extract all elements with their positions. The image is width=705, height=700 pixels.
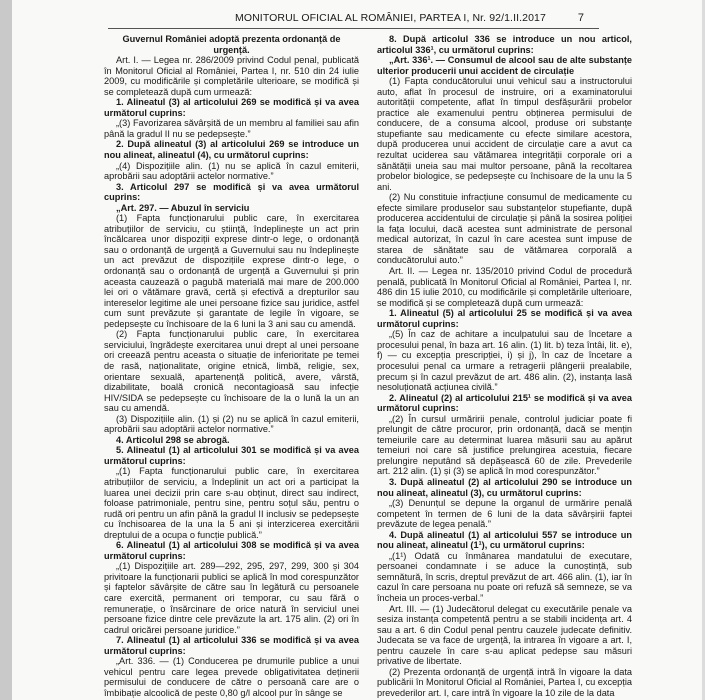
paragraph: (1) Fapta funcționarului public care, în exercitarea atribuțiilor de serviciu, cu știință, îndeplinește un act prin încălcarea unor dispoziții exprese dintr-o lege, o ordonanță sau o ordonanță de urgență a Guvernului sau nu îndeplinește un act prevăzut de dispozițiile exprese dintr-o lege, o ordonanță sau o ordonanță de urgență a Guvernului și prin aceasta cauzează o pagubă materială mai mare de 200.000 lei ori o vătămare gravă, certă și efectivă a drepturilor sau intereselor legitime ale unei persoane fizice sau juridice, astfel cum sunt prevăzute și garantate de legile în vigoare, se pedepsește cu închisoare de la 6 luni la 3 ani sau cu amendă. — [104, 213, 359, 329]
paragraph: „Art. 336¹. — Consumul de alcool sau de alte substanțe ulterior producerii unui accident de circulație — [377, 55, 632, 76]
right-column — [377, 34, 632, 698]
paragraph: (1) Fapta conducătorului unui vehicul sau a instructorului auto, aflat în procesul de instruire, ori a examinatorului autorității competente, aflat în timpul desfășurării probelor practice ale examenului pentru obținerea permisului de conducere, de a consuma alcool, produse ori substanțe stupefiante sau medicamente cu efecte similare acestora, după producerea unui accident de circulație care a avut ca rezultat uciderea sau vătămarea integrității corporale ori a sănătății uneia sau mai multor persoane, până la recoltarea probelor biologice, se pedepsește cu închisoare de la unu la 5 ani. — [377, 76, 632, 192]
left-column — [104, 34, 359, 698]
paragraph: (2) Prezenta ordonanță de urgență intră în vigoare la data publicării în Monitorul Oficial al României, Partea I, cu excepția prevederilor art. I, care intră în vigoare la 10 zile de la data — [377, 666, 632, 698]
paragraph: 3. Articolul 297 se modifică și va avea următorul cuprins: — [104, 181, 359, 203]
page-number: 7 — [577, 12, 584, 24]
paragraph: 1. Alineatul (3) al articolului 269 se modifică și va avea următorul cuprins: — [104, 97, 359, 118]
paragraph: 4. Articolul 298 se abrogă. — [116, 434, 230, 445]
page-fold-shadow — [0, 0, 12, 700]
paragraph: Guvernul României adoptă prezenta ordonanță de urgență. — [122, 34, 341, 55]
paragraph: 7. Alineatul (1) al articolului 336 se modifică și va avea următorul cuprins: — [104, 635, 359, 656]
paragraph: „(1) Dispozițiile art. 289—292, 295, 297, 299, 300 și 304 privitoare la funcționarii publici se aplică în mod corespunzător și faptelor săvârșite de către sau în legătură cu persoanele care exercită, permanent ori temporar, cu sau fără o remunerație, o însărcinare de orice natură în serviciul unei persoane fizice dintre cele prevăzute la art. 175 alin. (2) ori în cadrul oricărei persoane juridice.” — [104, 561, 359, 635]
paragraph: 4. După alineatul (1) al articolului 557 se introduce un nou alineat, alineatul (1¹), cu următorul cuprins: — [377, 529, 632, 551]
paragraph: (3) Dispozițiile alin. (1) și (2) nu se aplică în cazul emiterii, aprobării sau adoptării actelor normative.” — [104, 413, 359, 435]
paragraph: „Art. 297. — Abuzul în serviciu — [116, 202, 250, 213]
paragraph: 6. Alineatul (1) al articolului 308 se modifică și va avea următorul cuprins: — [104, 540, 359, 561]
paragraph: Art. III. — (1) Judecătorul delegat cu executările penale va sesiza instanța competentă pentru a se stabili incidența art. 4 sau a art. 6 din Codul penal pentru cauzele judecate definitiv. Judecata se va face de urgență, la intrarea în vigoare a art. I, pentru cauzele în care s-au aplicat pedepse sau măsuri privative de libertate. — [377, 603, 632, 667]
document-page — [12, 0, 702, 700]
header-divider — [108, 28, 599, 29]
paragraph: (2) Fapta funcționarului public care, în exercitarea serviciului, îngrădește exercitarea unui drept al unei persoane ori creează pentru aceasta o situație de inferioritate pe temei de rasă, naționalitate, origine etnică, limbă, religie, sex, orientare sexuală, apartenență politică, avere, vârstă, dizabilitate, boală cronică necontagioasă sau infecție HIV/SIDA se pedepsește cu închisoare de la o lună la un an sau cu amendă. — [104, 329, 359, 414]
paragraph: „(1¹) Odată cu înmânarea mandatului de executare, persoanei condamnate i se aduce la cunoștință, sub semnătură, în scris, dreptul prevăzut de art. 466 alin. (1), iar în cazul în care persoana nu poate ori refuză să semneze, se va încheia un proces-verbal.” — [377, 550, 632, 603]
paragraph: „(3) Denunțul se depune la organul de urmărire penală competent în termen de 6 luni de la data săvârșirii faptei prevăzute de legea penală.” — [377, 498, 632, 530]
paragraph: 8. După articolul 336 se introduce un nou articol, articolul 336¹, cu următorul cuprins: — [377, 34, 632, 55]
paragraph: „(5) În caz de achitare a inculpatului sau de încetare a procesului penal, în baza art. 16 alin. (1) lit. b) teza întâi, lit. e), f) — cu excepția prescripției, i) și j), în caz de încetare a procesului penal ca urmare a retragerii plângerii prealabile, precum și în cazul prevăzut de art. 486 alin. (2), instanța lasă nesoluționată acțiunea civilă.” — [377, 329, 632, 393]
paragraph: „(3) Favorizarea săvârșită de un membru al familiei sau afin până la gradul II nu se pedepsește.” — [104, 118, 359, 139]
paragraph: (2) Nu constituie infracțiune consumul de medicamente cu efecte similare produselor sau substanțelor stupefiante, după producerea accidentului de circulație și până la sosirea poliției la fața locului, dacă acestea sunt administrate de personal medical autorizat, în cazul în care acestea sunt impuse de starea de sănătate sau de vătămarea corporală a conducătorului auto.” — [377, 192, 632, 266]
page-header — [12, 10, 702, 30]
paragraph: Art. I. — Legea nr. 286/2009 privind Codul penal, publicată în Monitorul Oficial al României, Partea I, nr. 510 din 24 iulie 2009, cu modificările și completările ulterioare, se modifică și se completează după cum urmează: — [104, 55, 359, 97]
paragraph: „(1) Fapta funcționarului public care, în exercitarea atribuțiilor de serviciu, a îndeplinit un act ori a participat la luarea unei decizii prin care s-au obținut, direct sau indirect, foloase patrimoniale, pentru sine, pentru soțul său, pentru o rudă ori pentru un afin până la gradul II inclusiv se pedepsește cu închisoarea de la una la 5 ani și interzicerea exercitării dreptului de a ocupa o funcție publică.” — [104, 466, 359, 540]
publication-title: MONITORUL OFICIAL AL ROMÂNIEI, PARTEA I, Nr. 92/1.II.2017 — [235, 12, 546, 24]
paragraph: „(2) În cursul urmăririi penale, controlul judiciar poate fi prelungit de către procuror, prin ordonanță, dacă se mențin temeiurile care au determinat luarea măsurii sau au apărut temeiuri noi care să justifice prelungirea acestuia, fiecare prelungire neputând să depășească 60 de zile. Prevederile art. 212 alin. (1) și (3) se aplică în mod corespunzător.” — [377, 413, 632, 477]
paragraph: 1. Alineatul (5) al articolului 25 se modifică și va avea următorul cuprins: — [377, 308, 632, 329]
paragraph: 5. Alineatul (1) al articolului 301 se modifică și va avea următorul cuprins: — [104, 445, 359, 466]
paragraph: „Art. 336. — (1) Conducerea pe drumurile publice a unui vehicul pentru care legea prevede obligativitatea deținerii permisului de conducere de către o persoană care are o îmbibație alcoolică de peste 0,80 g/l alcool pur în sânge se — [104, 656, 359, 698]
paragraph: 2. Alineatul (2) al articolului 215¹ se modifică și va avea următorul cuprins: — [377, 392, 632, 414]
paragraph: „(4) Dispozițiile alin. (1) nu se aplică în cazul emiterii, aprobării sau adoptării actelor normative.” — [104, 160, 359, 182]
paragraph: 2. După alineatul (3) al articolului 269 se introduce un nou alineat, alineatul (4), cu următorul cuprins: — [104, 139, 359, 161]
paragraph: Art. II. — Legea nr. 135/2010 privind Codul de procedură penală, publicată în Monitorul Oficial al României, Partea I, nr. 486 din 15 iulie 2010, cu modificările și completările ulterioare, se modifică și se completează după cum urmează: — [377, 266, 632, 308]
paragraph: 3. După alineatul (2) al articolului 290 se introduce un nou alineat, alineatul (3), cu următorul cuprins: — [377, 476, 632, 498]
